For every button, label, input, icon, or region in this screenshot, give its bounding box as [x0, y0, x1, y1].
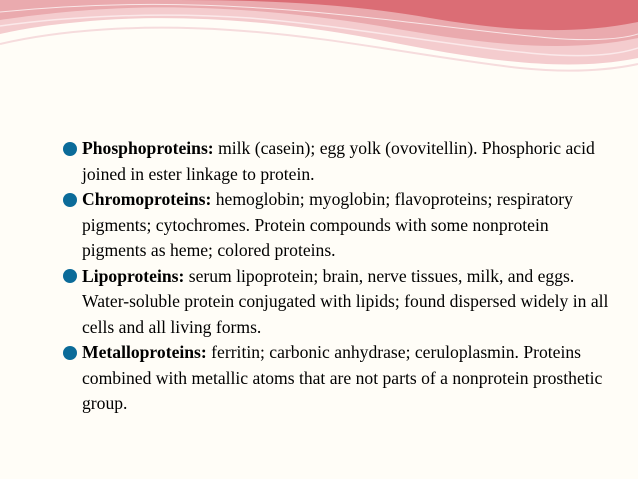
bullet-icon [63, 269, 77, 283]
bullet-text: ferritin; carbonic anhydrase; ceruloplasmin. Proteins combined with metallic atoms that are not parts of a nonprotein prosthetic group. [82, 342, 603, 413]
bullet-term: Phosphoproteins: [82, 138, 214, 158]
bullet-icon [63, 193, 77, 207]
bullet-term: Metalloproteins: [82, 342, 207, 362]
bullet-icon [63, 142, 77, 156]
bullet-text: milk (casein); egg yolk (ovovitellin). Phosphoric acid joined in ester linkage to protein. [82, 138, 595, 184]
bullet-chromoproteins [62, 187, 610, 264]
bullet-term: Chromoproteins: [82, 189, 212, 209]
bullet-list [62, 136, 610, 417]
bullet-metalloproteins [62, 340, 610, 417]
bullet-lipoproteins [62, 264, 610, 341]
bullet-term: Lipoproteins: [82, 265, 185, 286]
bullet-phosphoproteins [62, 136, 610, 187]
bullet-text: serum lipoprotein; brain, nerve tissues, milk, and eggs. Water-soluble protein conjugated with lipids; found dispersed widely in all cells and all living forms. [82, 265, 609, 337]
bullet-text: hemoglobin; myoglobin; flavoproteins; respiratory pigments; cytochromes. Protein compounds with some nonprotein pigments as heme; colored proteins. [82, 189, 573, 260]
bullet-icon [63, 346, 77, 360]
header-wave-decoration [0, 0, 638, 100]
